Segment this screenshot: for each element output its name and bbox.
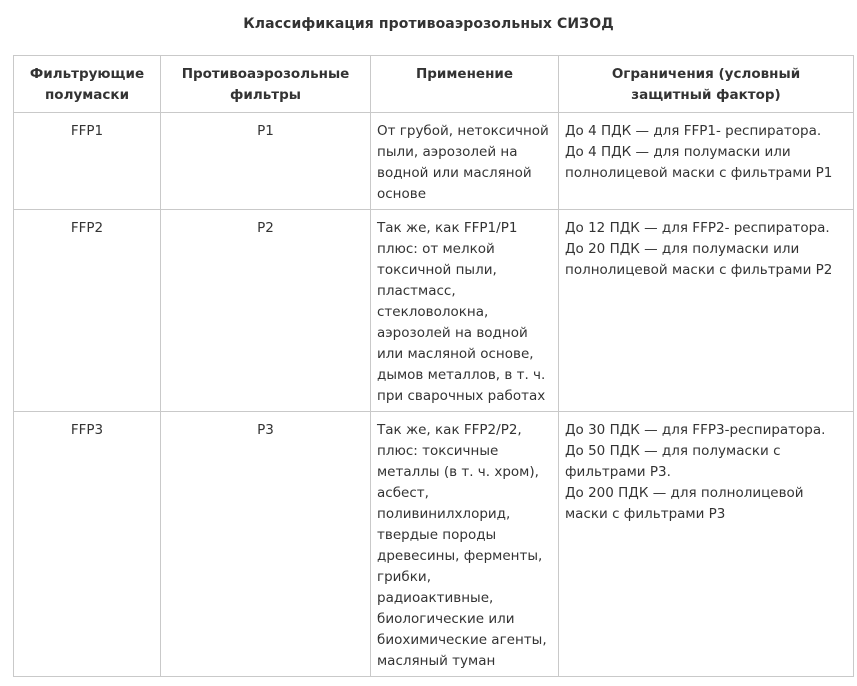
limits-cell: До 12 ПДК — для FFP2- респиратора. До 20 ПДК — для полумаски или полнолицевой маски с фильтрами P2	[559, 210, 854, 412]
table-row	[14, 113, 854, 210]
document-title: Классификация противоаэрозольных СИЗОД	[243, 16, 614, 32]
filter-cell: P1	[161, 113, 371, 210]
mask-cell: FFP2	[14, 210, 161, 412]
table-row	[14, 412, 854, 677]
mask-cell: FFP1	[14, 113, 161, 210]
filter-cell: P2	[161, 210, 371, 412]
application-cell: От грубой, нетоксичной пыли, аэрозолей на водной или масляной основе	[371, 113, 559, 210]
header-application: Применение	[371, 56, 559, 113]
header-masks: Фильтрующие полумаски	[14, 56, 161, 113]
classification-table	[13, 55, 854, 677]
header-filters: Противоаэрозольные фильтры	[161, 56, 371, 113]
application-cell: Так же, как FFP2/P2, плюс: токсичные металлы (в т. ч. хром), асбест, поливинилхлорид, твердые породы древесины, ферменты, грибки, радиоактивные, биологические или биохимические агенты, масляный туман	[371, 412, 559, 677]
application-cell: Так же, как FFP1/P1 плюс: от мелкой токсичной пыли, пластмасс, стекловолокна, аэрозолей на водной или масляной основе, дымов металлов, в т. ч. при сварочных работах	[371, 210, 559, 412]
mask-cell: FFP3	[14, 412, 161, 677]
table-row	[14, 210, 854, 412]
filter-cell: P3	[161, 412, 371, 677]
header-limitations: Ограничения (условный защитный фактор)	[559, 56, 854, 113]
limits-cell: До 4 ПДК — для FFP1- респиратора. До 4 ПДК — для полумаски или полнолицевой маски с фильтрами P1	[559, 113, 854, 210]
header-row	[14, 56, 854, 113]
limits-cell: До 30 ПДК — для FFP3-респиратора. До 50 ПДК — для полумаски с фильтрами P3. До 200 ПДК — для полнолицевой маски с фильтрами P3	[559, 412, 854, 677]
